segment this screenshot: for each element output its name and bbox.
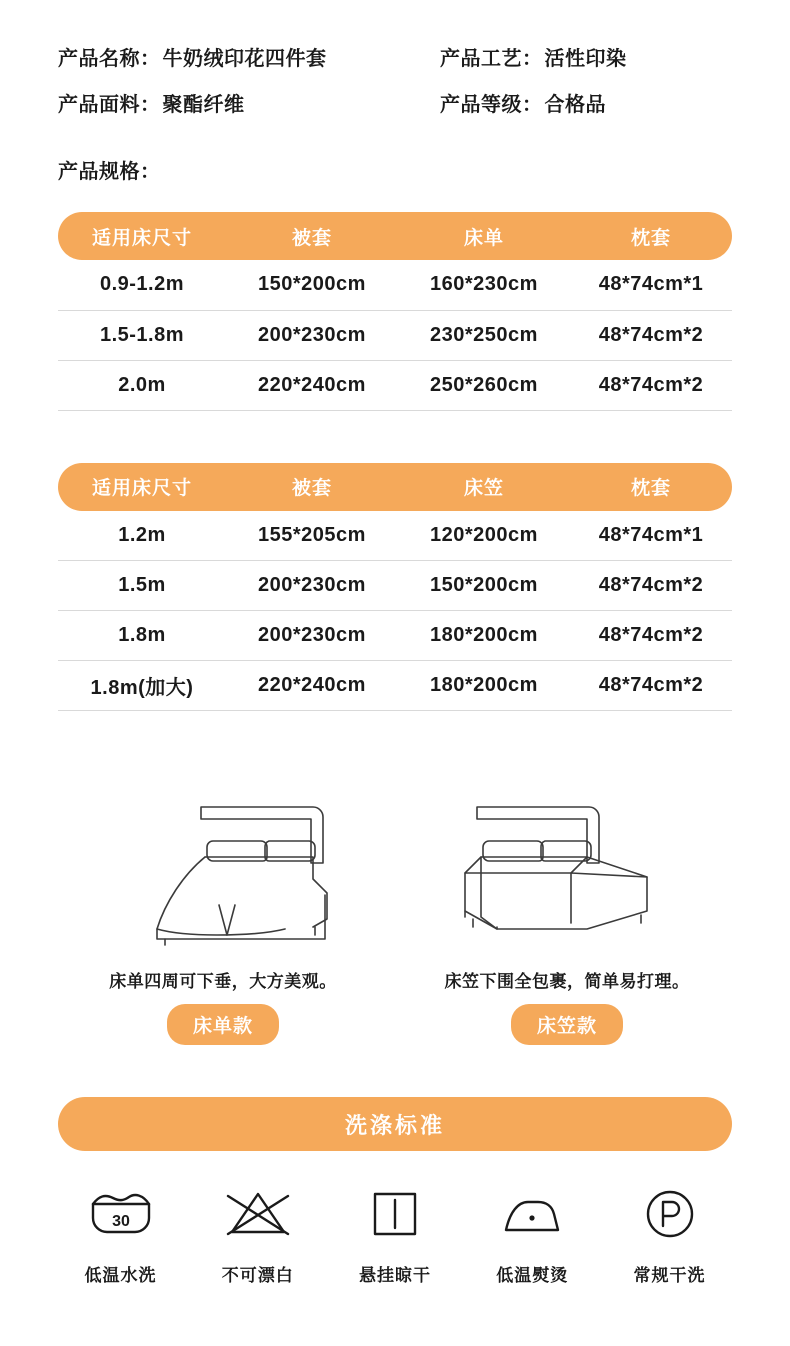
bed-block-flat-sheet [58,783,388,1045]
table-row [58,260,732,310]
wash-label-no-bleach: 不可漂白 [221,1266,294,1285]
product-info-fabric [58,88,440,117]
cell-bed-size: 2.0m [58,360,226,410]
cell-bed-size: 1.2m [58,511,226,561]
cell-duvet-cover: 155*205cm [226,511,398,561]
hang-dry-icon [359,1183,431,1245]
cell-bed-size: 1.8m [58,611,226,661]
table-row [58,661,732,711]
cell-bed-size: 1.5-1.8m [58,310,226,360]
wash-item-low-temp-wash [58,1183,183,1286]
product-info-grade [440,88,732,117]
header-bed-size: 适用床尺寸 [58,212,226,260]
cell-duvet-cover: 150*200cm [226,260,398,310]
wash-label-dry-clean: 常规干洗 [633,1266,706,1285]
header-bed-size: 适用床尺寸 [58,463,226,511]
wash-label-hang-dry: 悬挂晾干 [359,1266,431,1285]
wash-item-no-bleach [195,1183,320,1286]
cell-bed-size: 1.8m(加大) [58,661,226,711]
cell-pillowcase: 48*74cm*2 [570,310,732,360]
size-table-flat-sheet [58,212,732,411]
product-info-process [440,42,732,71]
cell-pillowcase: 48*74cm*1 [570,511,732,561]
wash-item-dry-clean [607,1183,732,1286]
product-name-label: 产品名称： [58,48,161,70]
table-row [58,611,732,661]
header-pillowcase: 枕套 [570,463,732,511]
cell-duvet-cover: 200*230cm [226,310,398,360]
table-row [58,561,732,611]
size-table-fitted-sheet [58,463,732,712]
fitted-sheet-caption: 床笠下围全包裹，简单易打理。 [444,972,690,991]
header-fitted-sheet: 床笠 [398,463,570,511]
bed-illustrations [58,783,732,1045]
cell-flat-sheet: 230*250cm [398,310,570,360]
product-info-grid [58,42,732,117]
bed-block-fitted-sheet [402,783,732,1045]
cell-duvet-cover: 220*240cm [226,661,398,711]
table-row [58,511,732,561]
cell-fitted-sheet: 120*200cm [398,511,570,561]
svg-text:30: 30 [111,1213,130,1230]
table-header-row [58,212,732,260]
dry-clean-p-icon [634,1183,706,1245]
cell-duvet-cover: 200*230cm [226,561,398,611]
cell-flat-sheet: 160*230cm [398,260,570,310]
wash-standard-banner: 洗涤标准 [58,1097,732,1151]
product-fabric-value: 聚酯纤维 [162,94,245,116]
wash-icons-row [58,1183,732,1286]
wash-label-low-temp-wash: 低温水洗 [84,1266,157,1285]
product-process-label: 产品工艺： [440,48,543,70]
cell-fitted-sheet: 180*200cm [398,611,570,661]
low-iron-icon [496,1183,568,1245]
spec-section-title: 产品规格： [58,161,161,183]
cell-flat-sheet: 250*260cm [398,360,570,410]
flat-sheet-pill[interactable]: 床单款 [167,1004,279,1045]
cell-duvet-cover: 200*230cm [226,611,398,661]
fitted-sheet-pill[interactable]: 床笠款 [511,1004,623,1045]
fitted-sheet-bed-illustration [437,783,697,953]
wash-item-hang-dry [333,1183,458,1286]
flat-sheet-caption: 床单四周可下垂，大方美观。 [109,972,337,991]
table-row [58,360,732,410]
cell-pillowcase: 48*74cm*2 [570,561,732,611]
header-pillowcase: 枕套 [570,212,732,260]
cell-duvet-cover: 220*240cm [226,360,398,410]
cell-fitted-sheet: 150*200cm [398,561,570,611]
cell-bed-size: 0.9-1.2m [58,260,226,310]
product-name-value: 牛奶绒印花四件套 [162,48,327,70]
product-grade-label: 产品等级： [440,94,543,116]
product-process-value: 活性印染 [544,48,627,70]
cell-pillowcase: 48*74cm*2 [570,360,732,410]
wash-tub-30-icon [85,1183,157,1245]
header-flat-sheet: 床单 [398,212,570,260]
flat-sheet-bed-illustration [93,783,353,953]
table-header-row [58,463,732,511]
header-duvet-cover: 被套 [226,212,398,260]
table-row [58,310,732,360]
do-not-bleach-icon [222,1183,294,1245]
cell-pillowcase: 48*74cm*2 [570,611,732,661]
header-duvet-cover: 被套 [226,463,398,511]
cell-pillowcase: 48*74cm*1 [570,260,732,310]
product-info-name [58,42,440,71]
cell-bed-size: 1.5m [58,561,226,611]
cell-fitted-sheet: 180*200cm [398,661,570,711]
wash-label-low-iron: 低温熨烫 [496,1266,569,1285]
product-grade-value: 合格品 [544,94,606,116]
cell-pillowcase: 48*74cm*2 [570,661,732,711]
wash-item-low-iron [470,1183,595,1286]
product-fabric-label: 产品面料： [58,94,161,116]
